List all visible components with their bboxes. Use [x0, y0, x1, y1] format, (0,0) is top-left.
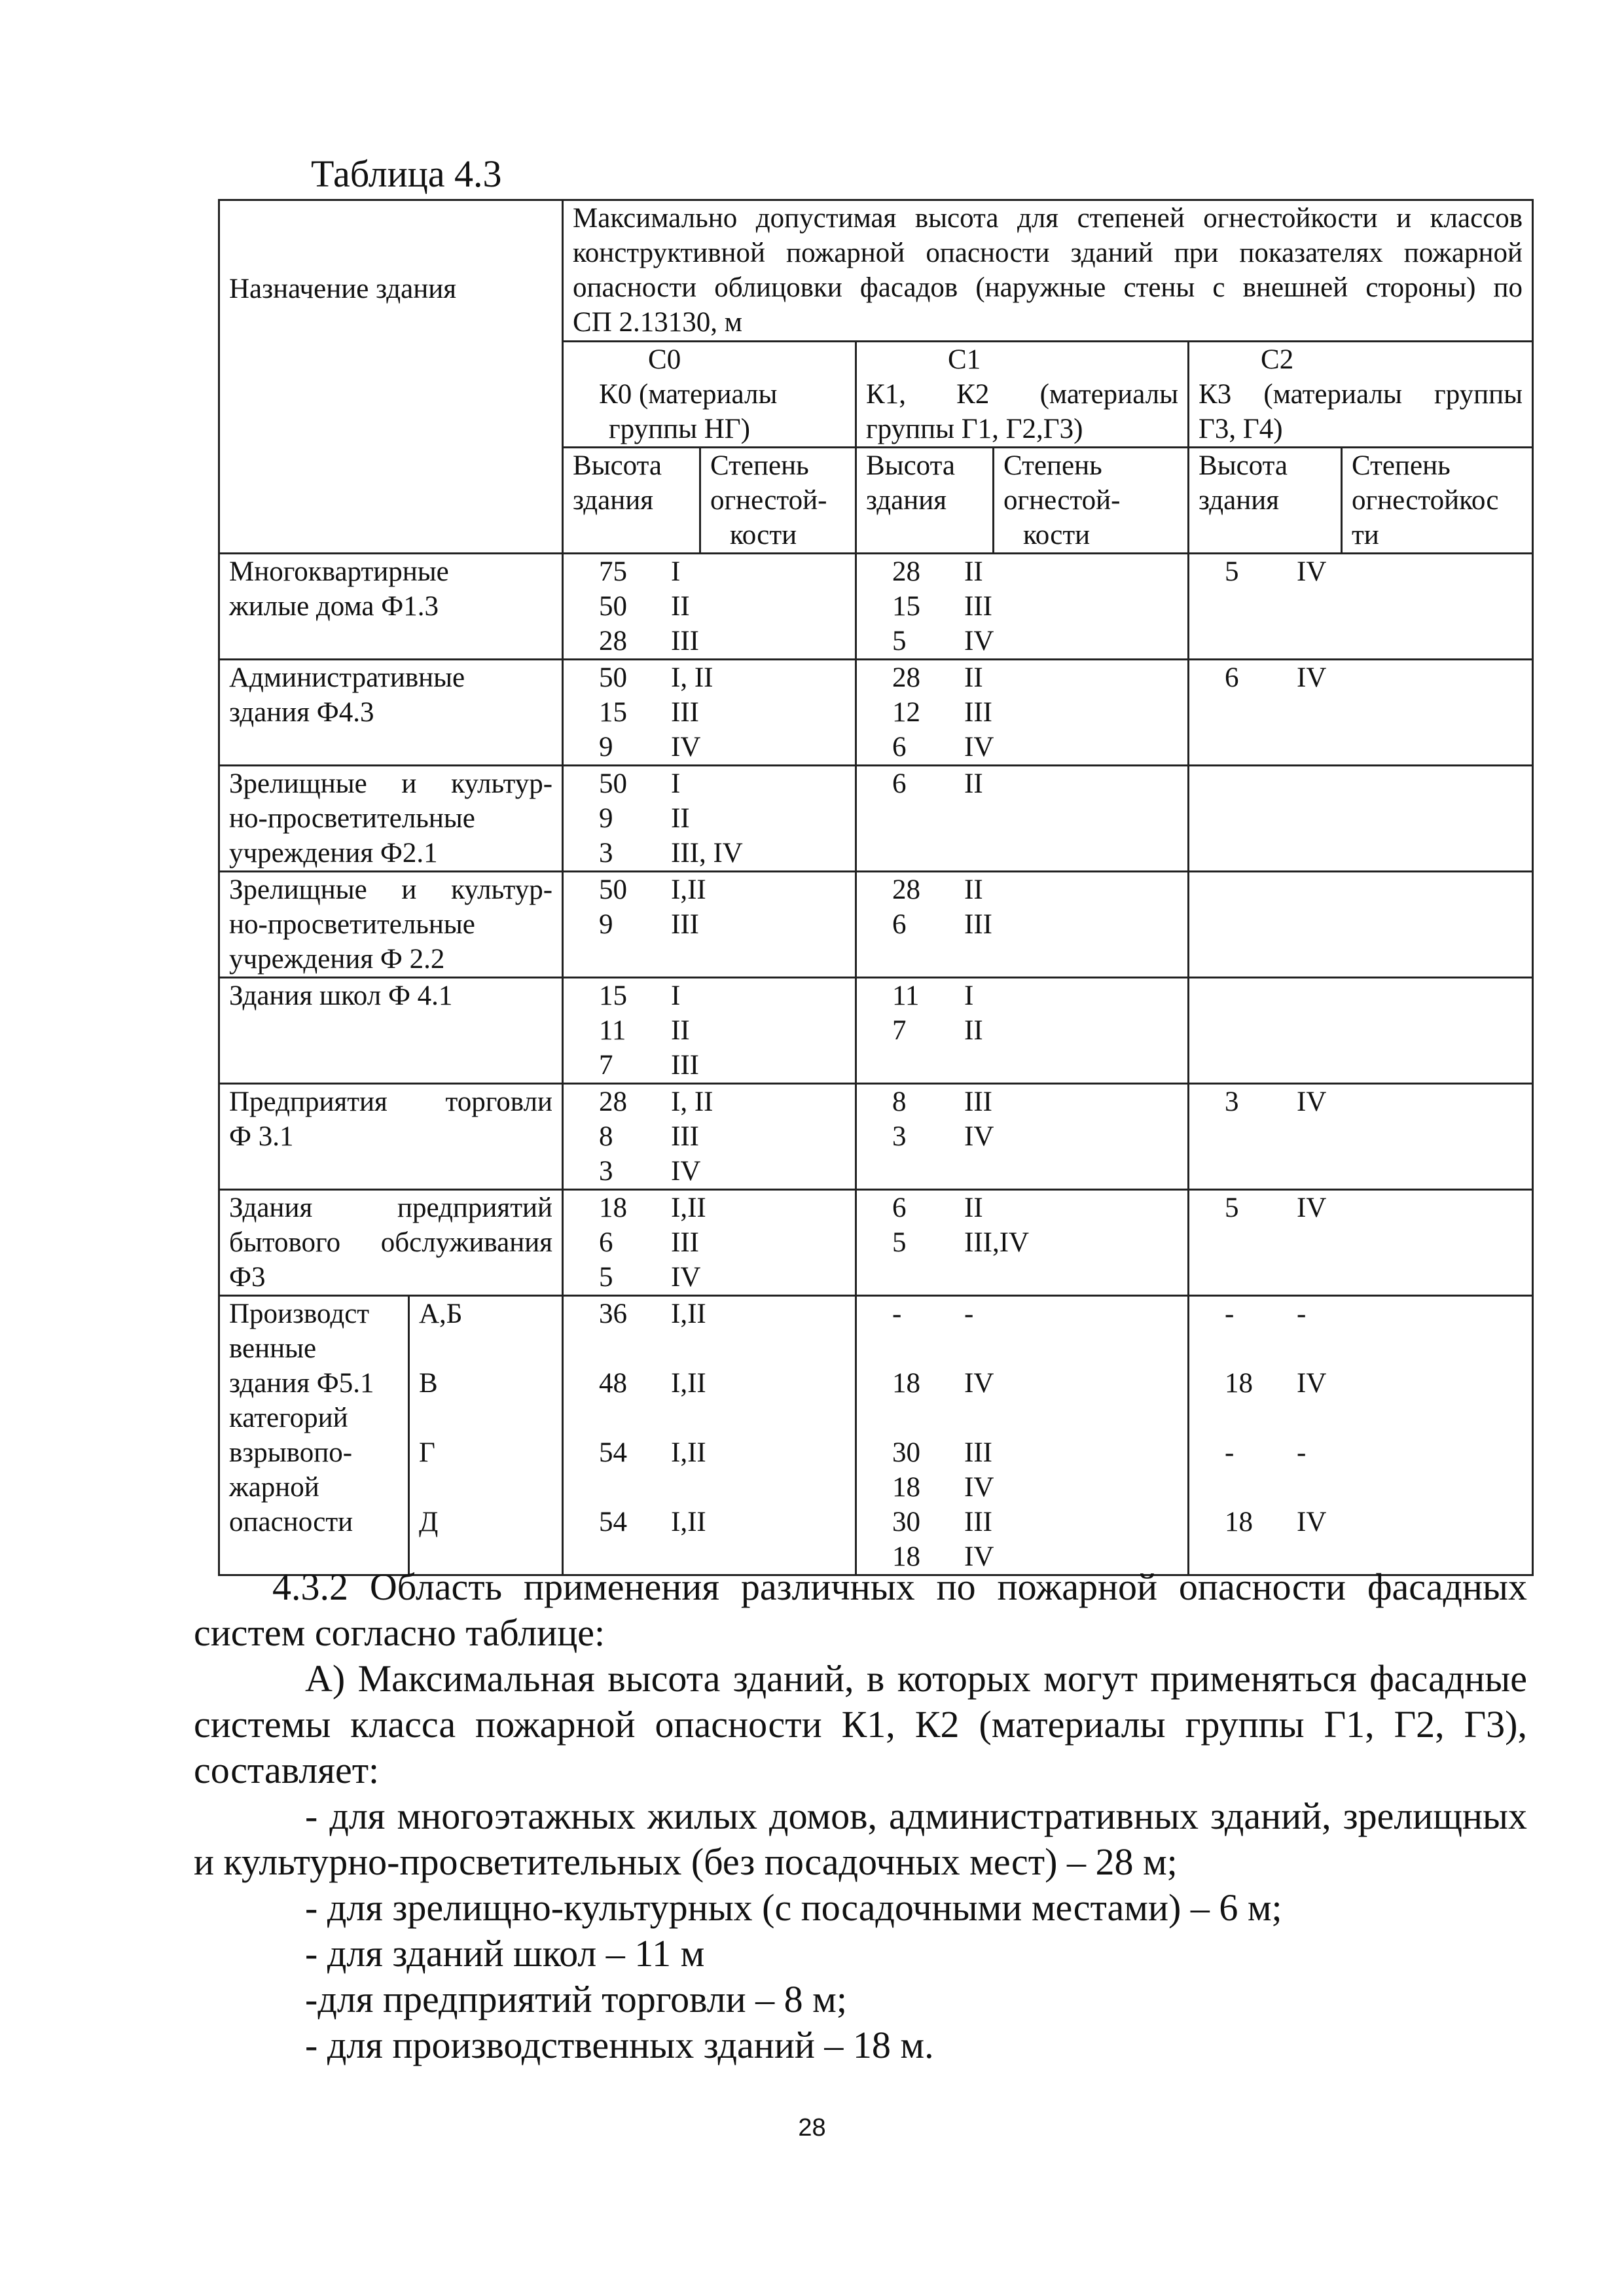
degree-value: II	[964, 662, 983, 693]
row-purpose: Многоквартирные жилые дома Ф1.3	[219, 554, 563, 660]
height-value: 28	[599, 626, 628, 656]
value-pair	[573, 1260, 846, 1295]
subheader-degree-c1: Степень огнестой- кости	[994, 448, 1189, 554]
row-c2-values	[1189, 660, 1533, 766]
degree-value: III,IV	[964, 1227, 1030, 1258]
degree-value: I	[671, 768, 681, 799]
height-value: 54	[599, 1437, 628, 1468]
degree-value: III, IV	[671, 838, 743, 869]
height-value: 15	[599, 697, 628, 728]
height-value: 48	[599, 1368, 628, 1399]
degree-value: I	[671, 556, 681, 587]
value-pair	[573, 1085, 846, 1119]
value-pair	[573, 1191, 846, 1225]
value-pair	[573, 624, 846, 658]
header-class-c2: С2 К3 (материалы группы Г3, Г4)	[1189, 342, 1533, 448]
degree-value: I,II	[671, 1437, 706, 1468]
subheader-height-c2: Высота здания	[1189, 448, 1342, 554]
row-c1-values	[856, 660, 1189, 766]
height-value: 6	[1225, 662, 1239, 693]
row-c0-values	[563, 660, 856, 766]
list-item: -для предприятий торговли – 8 м;	[305, 1978, 848, 2020]
value-pair	[866, 1297, 1178, 1331]
row-c1-values	[856, 554, 1189, 660]
body-text	[194, 1564, 1527, 2068]
row-c0-values	[563, 766, 856, 872]
degree-value: IV	[1297, 556, 1327, 587]
row-c2-values	[1189, 554, 1533, 660]
degree-value: IV	[964, 626, 994, 656]
degree-value: III	[964, 591, 992, 622]
degree-value: IV	[671, 732, 701, 762]
degree-value: III	[671, 697, 699, 728]
header-purpose: Назначение здания	[219, 200, 563, 554]
value-pair	[866, 978, 1178, 1013]
value-pair	[573, 1505, 846, 1539]
height-value: 18	[1225, 1368, 1254, 1399]
value-pair	[573, 695, 846, 730]
height-value: 54	[599, 1507, 628, 1537]
value-pair	[573, 1225, 846, 1260]
height-value: 9	[599, 732, 613, 762]
degree-value: IV	[964, 732, 994, 762]
value-pair	[573, 836, 846, 870]
degree-value: IV	[1297, 662, 1327, 693]
height-value: 30	[892, 1437, 921, 1468]
value-pair	[866, 1505, 1178, 1539]
height-value: 11	[892, 980, 920, 1011]
degree-value: II	[671, 1015, 690, 1046]
value-pair	[866, 1119, 1178, 1154]
height-value: 15	[599, 980, 628, 1011]
value-pair	[573, 766, 846, 801]
degree-value: -	[1297, 1437, 1307, 1468]
value-pair	[573, 801, 846, 836]
height-value: 18	[1225, 1507, 1254, 1537]
height-value: 6	[892, 732, 907, 762]
row-purpose: Здания предприятий бытового обслуживания Ф3	[219, 1190, 563, 1296]
table-row	[219, 554, 1533, 660]
row-c2-values	[1189, 766, 1533, 872]
value-pair	[1199, 1505, 1523, 1539]
degree-value: I	[671, 980, 681, 1011]
degree-value: I,II	[671, 1299, 706, 1329]
table-row	[219, 660, 1533, 766]
value-pair	[1199, 1085, 1523, 1119]
table-row	[219, 766, 1533, 872]
degree-value: II	[964, 768, 983, 799]
header-class-c0: С0 К0 (материалы группы НГ)	[563, 342, 856, 448]
value-pair	[573, 1366, 846, 1401]
value-pair	[866, 695, 1178, 730]
height-value: 28	[892, 662, 921, 693]
table-caption: Таблица 4.3	[311, 152, 502, 195]
value-pair	[573, 978, 846, 1013]
subheader-height-c0: Высота здания	[563, 448, 700, 554]
degree-value: I,II	[671, 1368, 706, 1399]
degree-value: III	[964, 1086, 992, 1117]
value-pair	[866, 554, 1178, 589]
degree-value: I,II	[671, 1507, 706, 1537]
degree-value: IV	[964, 1368, 994, 1399]
degree-value: III	[964, 909, 992, 940]
row-purpose: Зрелищные и культур- но-просветительные учреждения Ф 2.2	[219, 872, 563, 978]
height-value: 6	[892, 909, 907, 940]
degree-value: I,II	[671, 1193, 706, 1223]
value-pair	[866, 907, 1178, 942]
table-row	[219, 1084, 1533, 1190]
category-label: Д	[419, 1507, 439, 1537]
list-item: - для зданий школ – 11 м	[305, 1932, 705, 1975]
subheader-degree-c0: Степень огнестой- кости	[700, 448, 856, 554]
value-pair	[573, 1013, 846, 1048]
industrial-c1-values	[856, 1296, 1189, 1575]
degree-value: III	[671, 626, 699, 656]
height-value: 9	[599, 909, 613, 940]
value-pair	[573, 872, 846, 907]
row-purpose: Зрелищные и культур- но-просветительные учреждения Ф2.1	[219, 766, 563, 872]
height-value: 3	[599, 838, 613, 869]
height-value: 50	[599, 768, 628, 799]
value-pair	[573, 1435, 846, 1470]
row-c0-values	[563, 872, 856, 978]
category-label: В	[419, 1368, 438, 1399]
height-value: 6	[892, 1193, 907, 1223]
subheader-height-c1: Высота здания	[856, 448, 994, 554]
degree-value: II	[671, 803, 690, 834]
degree-value: IV	[671, 1262, 701, 1293]
table-row	[219, 872, 1533, 978]
list-item: - для зрелищно-культурных (с посадочными местами) – 6 м;	[305, 1886, 1282, 1929]
row-c1-values	[856, 1190, 1189, 1296]
degree-value: III	[671, 909, 699, 940]
degree-value: III	[671, 1227, 699, 1258]
paragraph-4-3-2: 4.3.2 Область применения различных по пожарной опасности фасадных систем согласно таблице:	[194, 1566, 1527, 1654]
category-label: А,Б	[419, 1299, 463, 1329]
row-c2-values	[1189, 978, 1533, 1084]
subheader-degree-c2: Степень огнестойкос ти	[1342, 448, 1533, 554]
height-value: 3	[1225, 1086, 1239, 1117]
value-pair	[573, 907, 846, 942]
degree-value: II	[671, 591, 690, 622]
degree-value: III	[671, 1050, 699, 1081]
row-c0-values	[563, 554, 856, 660]
degree-value: IV	[1297, 1368, 1327, 1399]
paragraph-list-intro: - для многоэтажных жилых домов, административных зданий, зрелищных и культурно-просветительных (без посадочных мест) – 28 м;	[194, 1795, 1527, 1883]
height-value: 18	[892, 1541, 921, 1572]
row-c2-values	[1189, 872, 1533, 978]
value-pair	[573, 589, 846, 624]
value-pair	[1199, 660, 1523, 695]
value-pair	[866, 1366, 1178, 1401]
table-row	[219, 978, 1533, 1084]
height-value: 28	[892, 556, 921, 587]
height-value: 5	[892, 1227, 907, 1258]
page-number: 28	[798, 2114, 826, 2142]
height-value: 18	[892, 1368, 921, 1399]
row-c1-values	[856, 1084, 1189, 1190]
height-value: 75	[599, 556, 628, 587]
table-row	[219, 1190, 1533, 1296]
value-pair	[573, 1154, 846, 1189]
category-label: Г	[419, 1437, 435, 1468]
value-pair	[1199, 1297, 1523, 1331]
height-value: 7	[892, 1015, 907, 1046]
degree-value: I	[964, 980, 974, 1011]
value-pair	[573, 1297, 846, 1331]
header-class-c1: С1 К1, К2 (материалы группы Г1, Г2,Г3)	[856, 342, 1189, 448]
height-value: 18	[892, 1472, 921, 1503]
row-purpose-industrial: Производст венные здания Ф5.1 категорий взрывопо- жарной опасности	[219, 1296, 409, 1575]
value-pair	[573, 660, 846, 695]
degree-value: III	[671, 1121, 699, 1152]
row-purpose: Административные здания Ф4.3	[219, 660, 563, 766]
height-value: 9	[599, 803, 613, 834]
value-pair	[866, 1085, 1178, 1119]
value-pair	[866, 660, 1178, 695]
height-value: 50	[599, 591, 628, 622]
value-pair	[573, 1119, 846, 1154]
value-pair	[866, 766, 1178, 801]
value-pair	[866, 1225, 1178, 1260]
degree-value: II	[964, 556, 983, 587]
value-pair	[866, 730, 1178, 764]
height-value: 5	[599, 1262, 613, 1293]
table-row-industrial	[219, 1296, 1533, 1575]
height-value: 50	[599, 874, 628, 905]
value-pair	[573, 554, 846, 589]
height-value: 8	[892, 1086, 907, 1117]
height-value: 36	[599, 1299, 628, 1329]
degree-value: IV	[1297, 1086, 1327, 1117]
degree-value: IV	[964, 1121, 994, 1152]
row-c0-values	[563, 1190, 856, 1296]
value-pair	[1199, 1191, 1523, 1225]
height-value: 11	[599, 1015, 626, 1046]
value-pair	[866, 1470, 1178, 1505]
height-value: 50	[599, 662, 628, 693]
height-value: 3	[599, 1156, 613, 1187]
value-pair	[866, 872, 1178, 907]
height-value: 6	[599, 1227, 613, 1258]
degree-value: I, II	[671, 1086, 713, 1117]
industrial-c2-values	[1189, 1296, 1533, 1575]
height-value: -	[892, 1299, 902, 1329]
degree-value: II	[964, 874, 983, 905]
paragraph-a: А) Максимальная высота зданий, в которых могут применяться фасадные системы класса пожарной опасности К1, К2 (материалы группы Г1, Г2, Г3), составляет:	[194, 1657, 1527, 1791]
height-value: 5	[892, 626, 907, 656]
degree-value: II	[964, 1193, 983, 1223]
category-column	[409, 1296, 563, 1575]
degree-value: III	[964, 697, 992, 728]
row-purpose: Здания школ Ф 4.1	[219, 978, 563, 1084]
degree-value: IV	[1297, 1193, 1327, 1223]
height-value: 30	[892, 1507, 921, 1537]
value-pair	[866, 1191, 1178, 1225]
height-value: -	[1225, 1437, 1235, 1468]
height-value: 15	[892, 591, 921, 622]
height-value: 5	[1225, 556, 1239, 587]
height-value: 8	[599, 1121, 613, 1152]
height-value: -	[1225, 1299, 1235, 1329]
row-c1-values	[856, 872, 1189, 978]
height-value: 7	[599, 1050, 613, 1081]
degree-value: IV	[964, 1541, 994, 1572]
height-value: 6	[892, 768, 907, 799]
value-pair	[866, 624, 1178, 658]
value-pair	[866, 1013, 1178, 1048]
degree-value: II	[964, 1015, 983, 1046]
height-value: 3	[892, 1121, 907, 1152]
value-pair	[866, 589, 1178, 624]
degree-value: III	[964, 1437, 992, 1468]
degree-value: -	[964, 1299, 974, 1329]
degree-value: -	[1297, 1299, 1307, 1329]
degree-value: IV	[671, 1156, 701, 1187]
height-value: 28	[892, 874, 921, 905]
row-c2-values	[1189, 1084, 1533, 1190]
row-c0-values	[563, 978, 856, 1084]
height-value: 28	[599, 1086, 628, 1117]
row-c1-values	[856, 978, 1189, 1084]
degree-value: III	[964, 1507, 992, 1537]
row-c1-values	[856, 766, 1189, 872]
height-value: 12	[892, 697, 921, 728]
row-purpose: Предприятия торговли Ф 3.1	[219, 1084, 563, 1190]
row-c2-values	[1189, 1190, 1533, 1296]
fire-height-table	[218, 199, 1534, 1576]
height-value: 5	[1225, 1193, 1239, 1223]
height-value: 18	[599, 1193, 628, 1223]
degree-value: IV	[1297, 1507, 1327, 1537]
industrial-c0-values	[563, 1296, 856, 1575]
degree-value: IV	[964, 1472, 994, 1503]
value-pair	[1199, 554, 1523, 589]
value-pair	[573, 1048, 846, 1083]
degree-value: I,II	[671, 874, 706, 905]
degree-value: I, II	[671, 662, 713, 693]
value-pair	[1199, 1366, 1523, 1401]
row-c0-values	[563, 1084, 856, 1190]
list-item: - для производственных зданий – 18 м.	[305, 2024, 934, 2066]
value-pair	[573, 730, 846, 764]
value-pair	[1199, 1435, 1523, 1470]
value-pair	[866, 1435, 1178, 1470]
header-max-height: Максимально допустимая высота для степеней огнестойкости и классов конструктивной пожарной опасности зданий при показателях пожарной опасности облицовки фасадов (наружные стены с внешней стороны) по СП 2.13130, м	[563, 200, 1533, 342]
